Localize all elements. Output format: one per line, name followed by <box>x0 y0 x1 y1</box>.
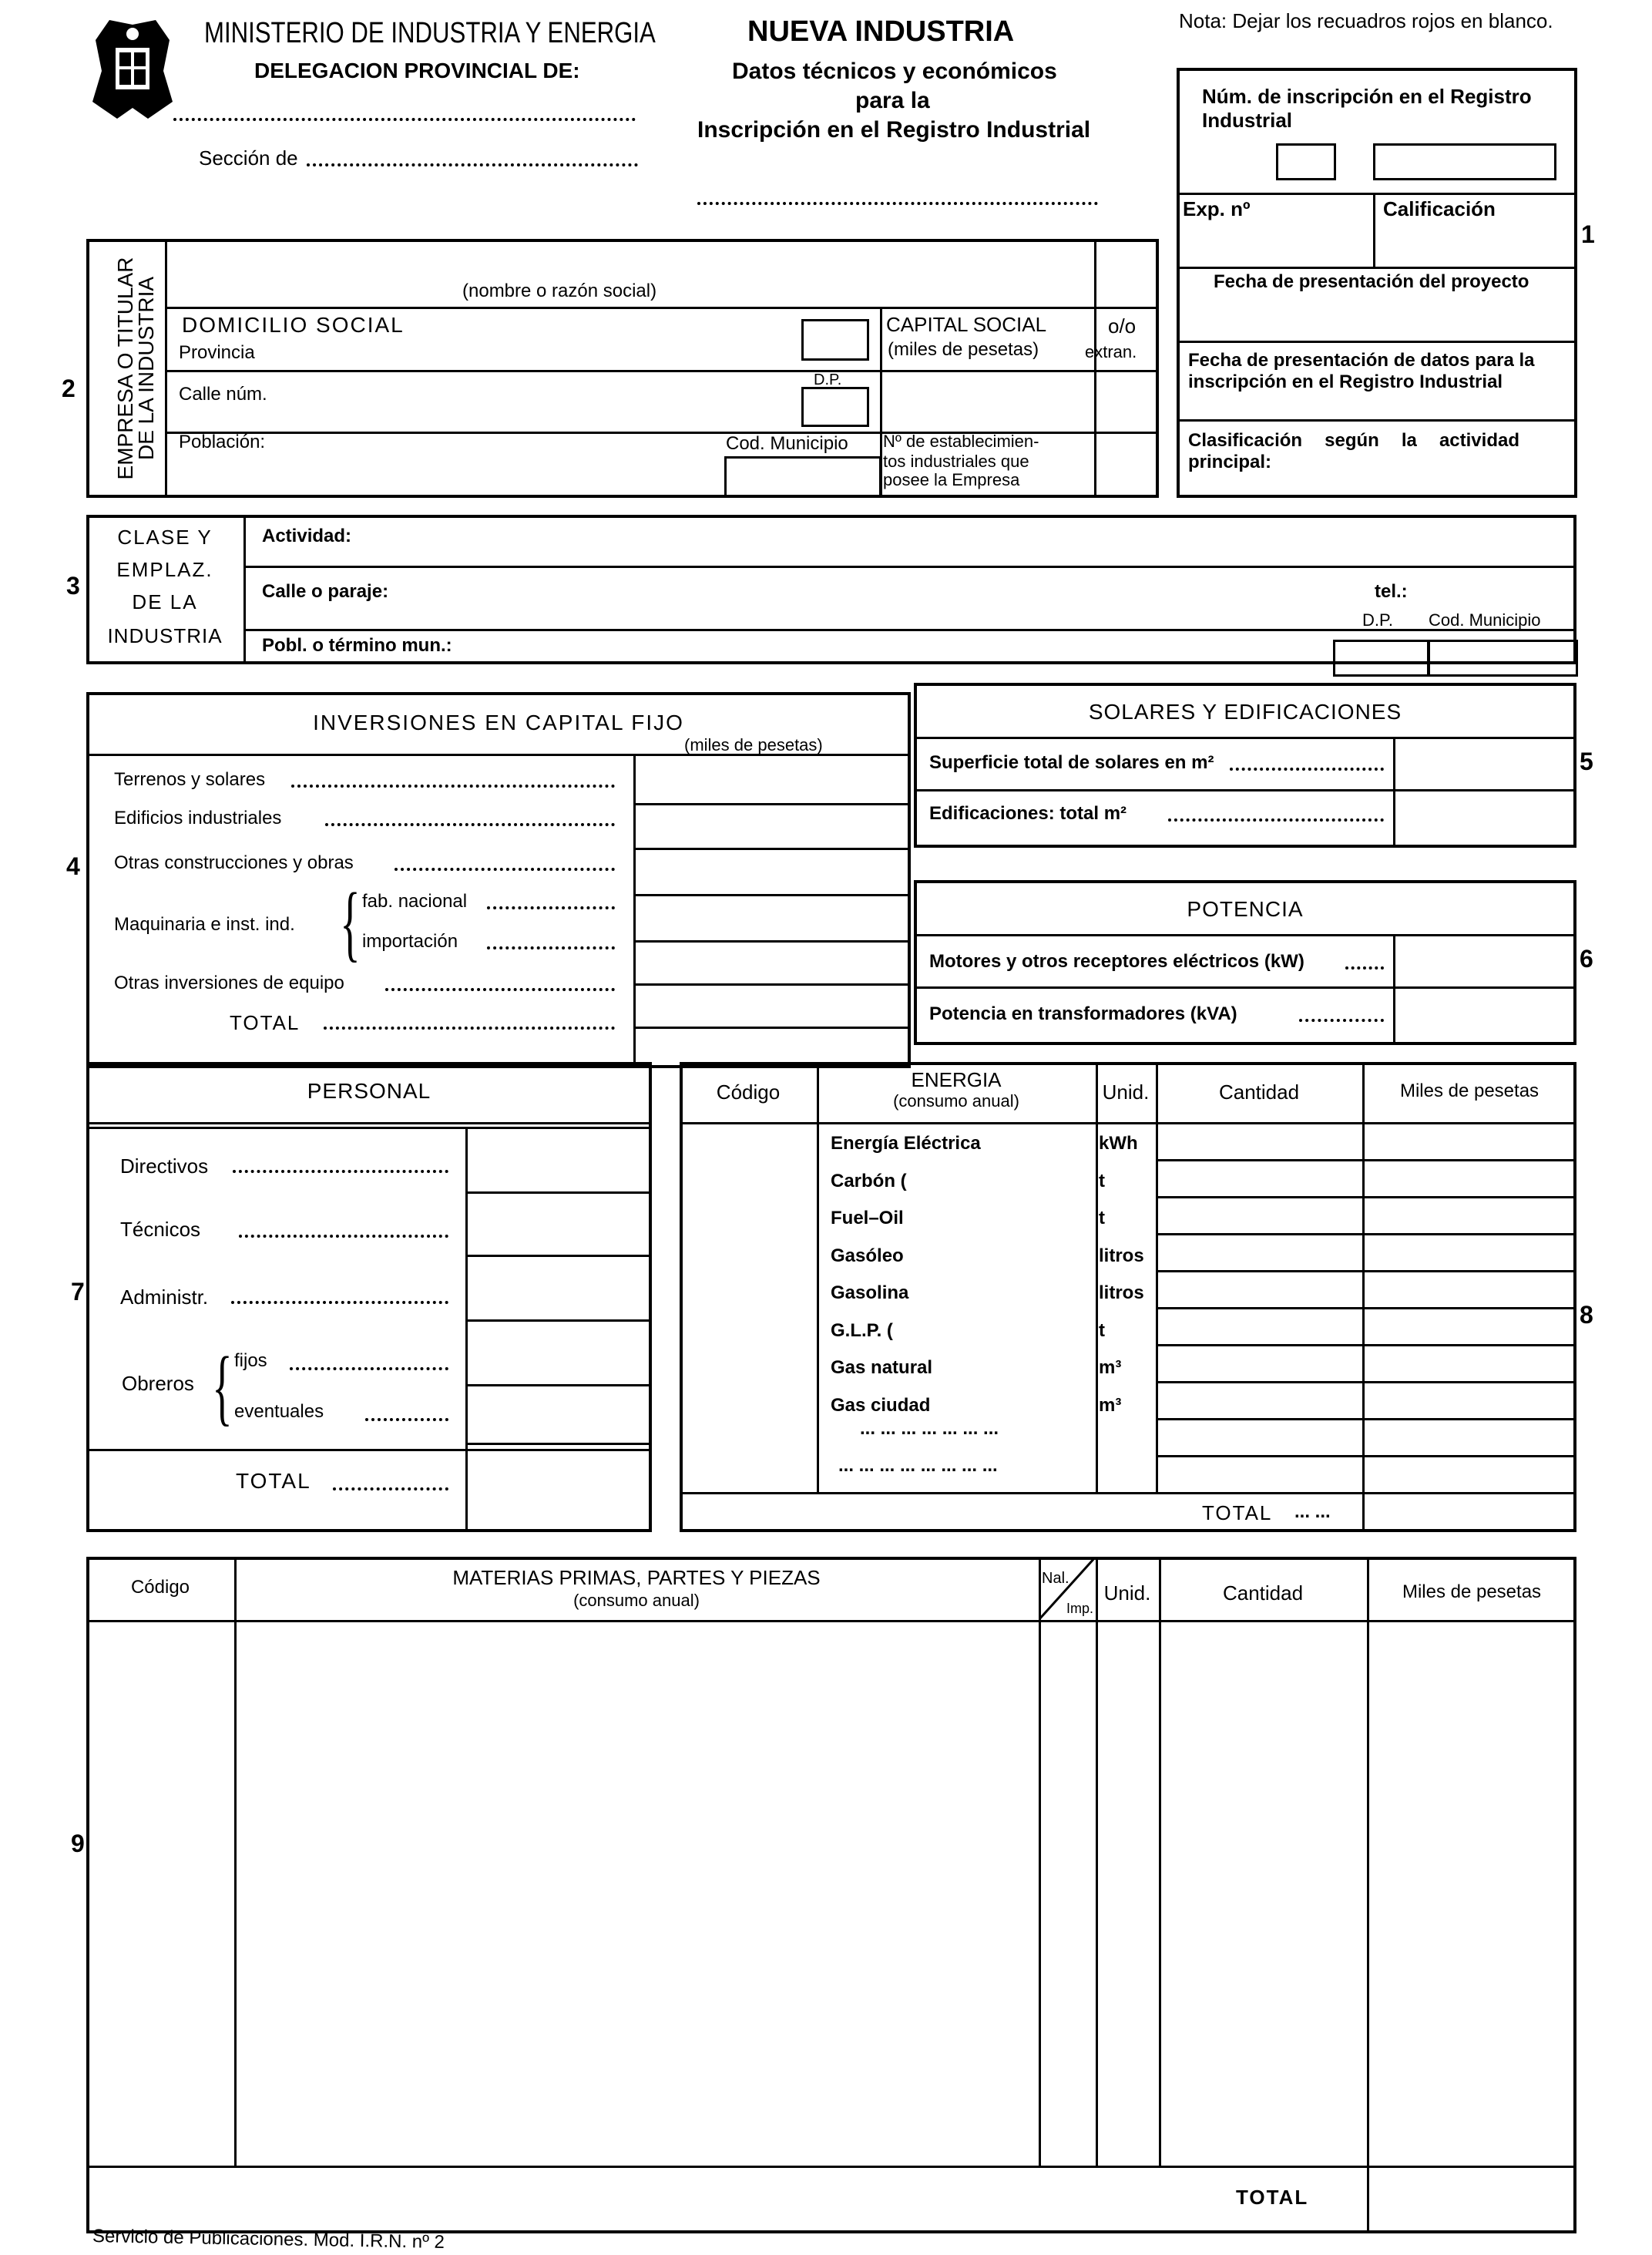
clase-side-3: DE LA <box>132 590 198 613</box>
obreros-brace-icon: { <box>212 1339 233 1433</box>
tel-label: tel.: <box>1375 581 1408 602</box>
section-number-9: 9 <box>71 1830 85 1857</box>
empresa-side-label-2: DE LA INDUSTRIA <box>134 276 158 461</box>
actividad-label: Actividad: <box>262 526 352 546</box>
subtitle-line-3: Inscripción en el Registro Industrial <box>697 117 1091 143</box>
clase-dp-input[interactable] <box>1333 640 1430 677</box>
energia-grid-line <box>1156 1159 1576 1161</box>
materias-miles-header: Miles de pesetas <box>1402 1581 1542 1602</box>
transformadores-label: Potencia en transformadores (kVA) <box>929 1003 1237 1024</box>
directivos-label: Directivos <box>120 1154 209 1178</box>
establecimientos-line-3: posee la Empresa <box>883 470 1020 489</box>
energia-total-label: TOTAL <box>1202 1501 1273 1524</box>
calle-label: Calle núm. <box>179 384 267 405</box>
energia-row-label: Gas ciudad <box>831 1394 931 1416</box>
clase-cod-input[interactable] <box>1427 640 1578 677</box>
energia-grid-line <box>1156 1344 1576 1346</box>
energia-row-unit: t <box>1099 1170 1105 1191</box>
energia-row-unit: m³ <box>1099 1394 1122 1416</box>
energia-subtitle: (consumo anual) <box>893 1091 1019 1111</box>
page-title: NUEVA INDUSTRIA <box>747 15 1015 48</box>
superficie-label: Superficie total de solares en m² <box>929 752 1214 773</box>
cod-municipio-label: Cod. Municipio <box>726 433 848 454</box>
section-number-7: 7 <box>71 1278 85 1306</box>
maquinaria-brace-icon: { <box>340 875 361 970</box>
section-number-3: 3 <box>66 572 80 600</box>
nombre-label: (nombre o razón social) <box>462 281 657 301</box>
calificacion-label: Calificación <box>1383 197 1496 220</box>
footer-text: Servicio de Publicaciones. Mod. I.R.N. nº 2 <box>92 2226 445 2253</box>
energia-row-label: Gasolina <box>831 1282 909 1303</box>
potencia-title: POTENCIA <box>1187 897 1304 921</box>
obreros-label: Obreros <box>122 1372 194 1395</box>
energia-title: ENERGIA <box>911 1068 1002 1091</box>
energia-codigo-header: Código <box>716 1080 781 1104</box>
empresa-side-label-1: EMPRESA O TITULAR <box>113 257 137 480</box>
establecimientos-line-1: Nº de establecimien- <box>883 432 1039 451</box>
percent-label: o/o <box>1108 314 1137 338</box>
materias-total-label: TOTAL <box>1236 2186 1309 2209</box>
energia-row-label: G.L.P. ( <box>831 1319 893 1341</box>
section-number-1: 1 <box>1581 220 1595 248</box>
poblacion-label: Población: <box>179 432 266 452</box>
energia-miles-header: Miles de pesetas <box>1399 1080 1540 1101</box>
solares-title: SOLARES Y EDIFICACIONES <box>1088 700 1402 724</box>
personal-title: PERSONAL <box>307 1079 431 1103</box>
dp-label: D.P. <box>814 371 842 388</box>
personal-total-label: TOTAL <box>236 1469 311 1493</box>
edificaciones-label: Edificaciones: total m² <box>929 803 1127 824</box>
section-dotted-line <box>307 163 638 166</box>
calle-paraje-label: Calle o paraje: <box>262 581 389 602</box>
inversiones-total-label: TOTAL <box>230 1011 301 1034</box>
section-number-4: 4 <box>66 852 80 880</box>
energia-grid-line <box>1156 1307 1576 1309</box>
section-number-2: 2 <box>62 375 76 402</box>
energia-row-unit: m³ <box>1099 1357 1122 1378</box>
ministry-name: MINISTERIO DE INDUSTRIA Y ENERGIA <box>204 17 656 49</box>
imp-label: Imp. <box>1066 1601 1094 1616</box>
provincia-label: Provincia <box>179 342 255 363</box>
materias-subtitle: (consumo anual) <box>573 1591 700 1610</box>
importacion-label: importación <box>362 931 458 952</box>
clase-cod-municipio-label: Cod. Municipio <box>1429 610 1541 630</box>
fecha-datos-label: Fecha de presentación de datos para la inscripción en el Registro Industrial <box>1188 350 1535 392</box>
fecha-proyecto-label: Fecha de presentación del proyecto <box>1214 271 1529 292</box>
energia-unid-header: Unid. <box>1102 1080 1150 1104</box>
energia-empty-dots-1: ... ... ... ... ... ... ... <box>860 1418 999 1439</box>
energia-grid-line <box>1156 1270 1576 1272</box>
edificios-label: Edificios industriales <box>114 808 282 828</box>
terrenos-label: Terrenos y solares <box>114 769 266 790</box>
clase-side-4: INDUSTRIA <box>107 624 223 647</box>
energia-row-unit: litros <box>1099 1282 1144 1303</box>
section-number-5: 5 <box>1580 748 1593 775</box>
maquinaria-label: Maquinaria e inst. ind. <box>114 914 295 935</box>
energia-row-label: Fuel–Oil <box>831 1208 904 1228</box>
note-text: Nota: Dejar los recuadros rojos en blanco. <box>1179 9 1553 32</box>
section-number-8: 8 <box>1580 1301 1593 1329</box>
domicilio-label: DOMICILIO SOCIAL <box>182 313 405 337</box>
energia-total-dots: ... ... <box>1294 1501 1331 1522</box>
coat-of-arms-icon <box>86 17 179 125</box>
provincia-code-input[interactable] <box>801 319 869 361</box>
eventuales-label: eventuales <box>234 1401 324 1422</box>
energia-row-unit: kWh <box>1099 1133 1138 1154</box>
inversiones-unit: (miles de pesetas) <box>684 735 823 754</box>
subtitle-line-1: Datos técnicos y económicos <box>732 59 1057 84</box>
energia-empty-dots-2: ... ... ... ... ... ... ... ... <box>838 1455 998 1476</box>
exp-label: Exp. nº <box>1183 197 1251 220</box>
clase-dp-label: D.P. <box>1362 610 1393 630</box>
section-number-6: 6 <box>1580 945 1593 973</box>
tecnicos-label: Técnicos <box>120 1218 201 1241</box>
inscription-label: Núm. de inscripción en el Registro Industrial <box>1202 85 1532 133</box>
clase-side-1: CLASE Y <box>117 526 213 549</box>
extran-label: extran. <box>1085 342 1137 361</box>
inversiones-title: INVERSIONES EN CAPITAL FIJO <box>313 711 684 734</box>
materias-title: MATERIAS PRIMAS, PARTES Y PIEZAS <box>452 1566 821 1589</box>
administr-label: Administr. <box>120 1285 209 1309</box>
materias-cantidad-header: Cantidad <box>1222 1581 1304 1605</box>
energia-row-label: Carbón ( <box>831 1170 907 1191</box>
pobl-label: Pobl. o término mun.: <box>262 635 452 656</box>
energia-row-unit: t <box>1099 1319 1105 1341</box>
energia-row-label: Gas natural <box>831 1357 933 1378</box>
energia-grid-line <box>1156 1418 1576 1420</box>
energia-grid-line <box>1156 1455 1576 1457</box>
establecimientos-line-2: tos industriales que <box>883 452 1029 471</box>
capital-unit-label: (miles de pesetas) <box>888 339 1039 360</box>
energia-row-label: Energía Eléctrica <box>831 1133 981 1154</box>
subtitle-line-2: para la <box>855 88 930 113</box>
clase-side-2: EMPLAZ. <box>116 558 213 581</box>
energia-grid-line <box>1156 1196 1576 1198</box>
title-dotted-line <box>697 202 1098 205</box>
energia-row-unit: litros <box>1099 1245 1144 1266</box>
materias-box <box>86 1557 1576 2233</box>
delegation-label: DELEGACION PROVINCIAL DE: <box>254 59 580 82</box>
energia-cantidad-header: Cantidad <box>1218 1080 1300 1104</box>
motores-label: Motores y otros receptores eléctricos (kW) <box>929 951 1304 972</box>
energia-grid-line <box>1156 1233 1576 1235</box>
energia-row-label: Gasóleo <box>831 1245 904 1266</box>
nal-label: Nal. <box>1042 1570 1069 1587</box>
fab-nacional-label: fab. nacional <box>362 891 468 912</box>
energia-grid-line <box>1156 1381 1576 1383</box>
delegation-dotted-line <box>173 118 636 121</box>
fijos-label: fijos <box>234 1350 267 1371</box>
energia-grid-line <box>1156 1492 1576 1494</box>
energia-row-unit: t <box>1099 1208 1105 1228</box>
otras-construcciones-label: Otras construcciones y obras <box>114 852 354 873</box>
section-label: Sección de <box>199 146 298 170</box>
capital-label: CAPITAL SOCIAL <box>886 313 1047 336</box>
dp-input[interactable] <box>801 387 869 427</box>
clasificacion-label: Clasificación según la actividad principal: <box>1188 430 1519 472</box>
materias-codigo-header: Código <box>130 1577 190 1598</box>
inscription-input-2[interactable] <box>1373 143 1556 180</box>
materias-unid-header: Unid. <box>1103 1581 1151 1605</box>
cod-municipio-input[interactable] <box>724 456 881 498</box>
inscription-input-1[interactable] <box>1276 143 1336 180</box>
otras-inversiones-label: Otras inversiones de equipo <box>114 973 344 993</box>
